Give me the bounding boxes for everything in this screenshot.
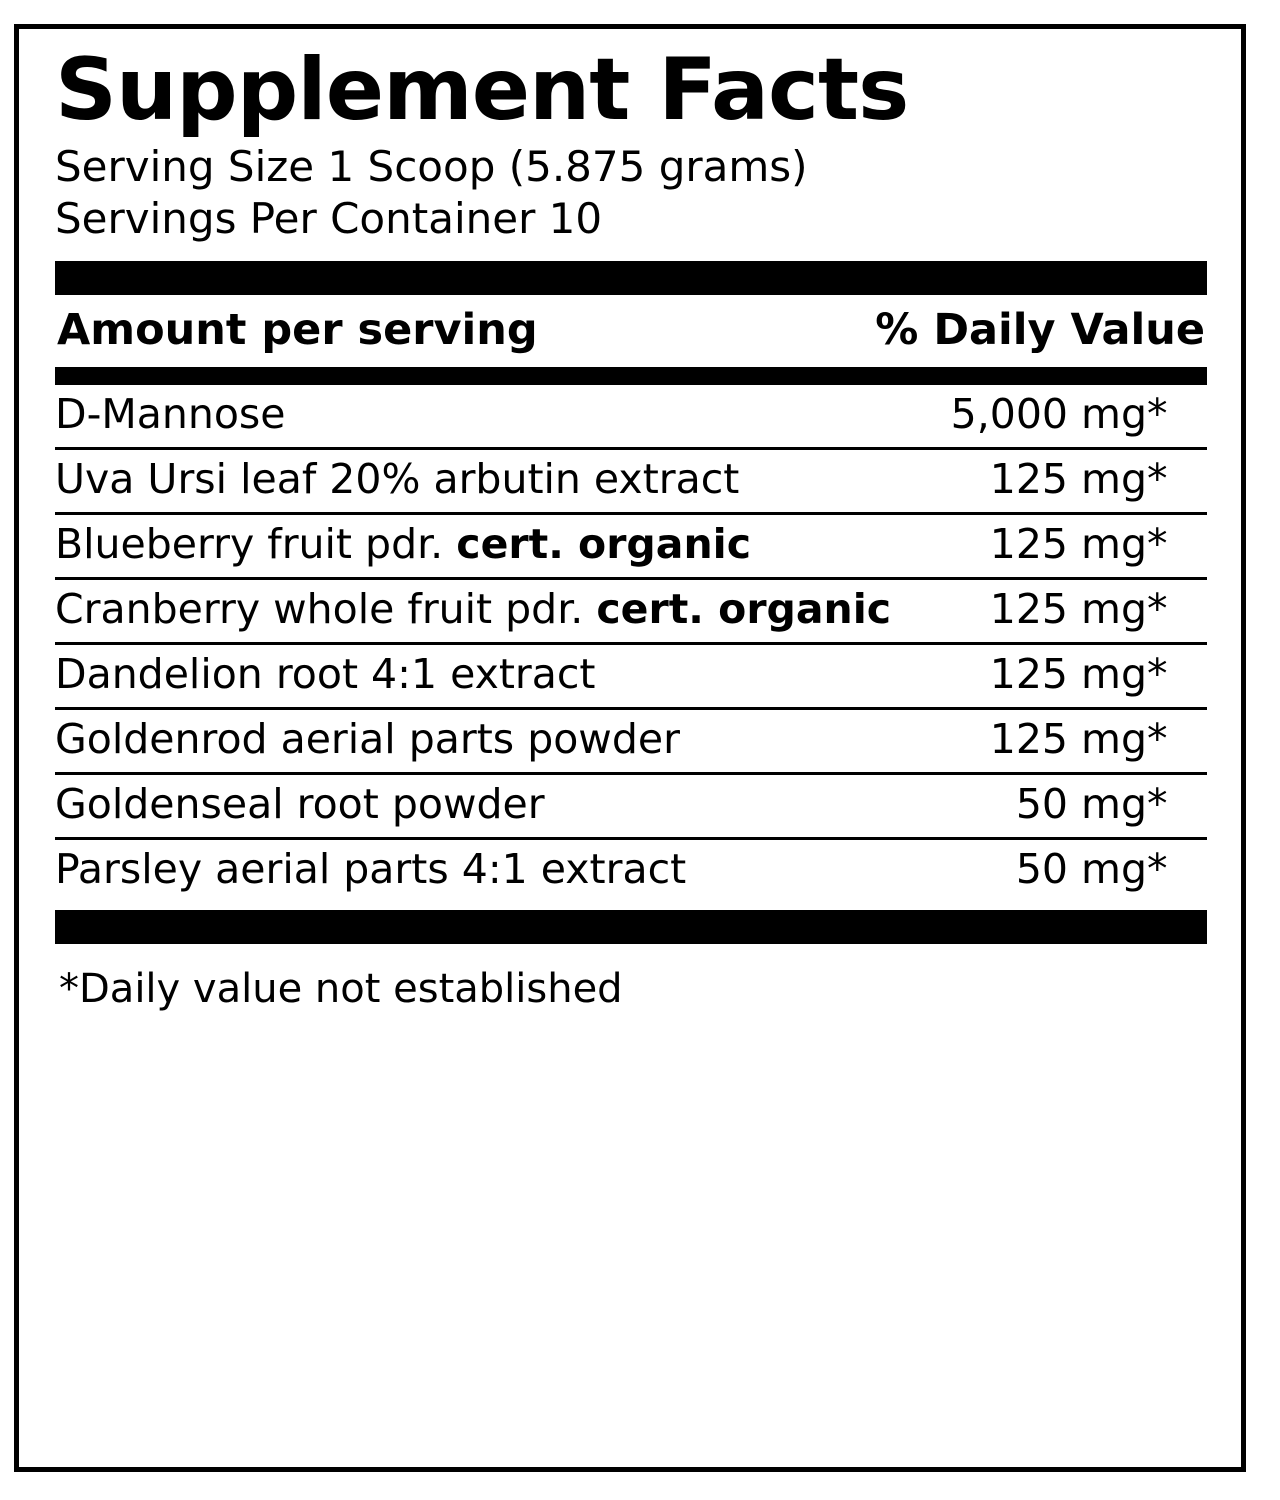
ingredient-daily-value: * — [1147, 844, 1168, 893]
ingredient-amount: 125 mg — [897, 449, 1147, 514]
supplement-facts-content — [55, 40, 1207, 1012]
divider-mid — [55, 367, 1207, 385]
ingredient-name: Cranberry whole fruit pdr. cert. organic — [55, 579, 897, 644]
divider-thick-top — [55, 261, 1207, 295]
ingredient-name: Goldenseal root powder — [55, 773, 897, 838]
ingredient-amount: 5,000 mg — [897, 385, 1147, 448]
ingredients-table-body — [55, 385, 1207, 901]
page-title: Supplement Facts — [55, 40, 909, 140]
table-row — [55, 644, 1207, 709]
table-row — [55, 579, 1207, 644]
table-row — [55, 449, 1207, 514]
ingredient-daily-value: * — [1147, 449, 1207, 514]
organic-tag: cert. organic — [456, 520, 751, 569]
table-row — [55, 773, 1207, 838]
organic-tag: cert. organic — [596, 585, 892, 634]
divider-thick-bottom — [55, 910, 1207, 944]
ingredient-amount: 125 mg — [897, 514, 1147, 579]
ingredient-amount: 125 mg — [897, 708, 1147, 773]
ingredient-name: Dandelion root 4:1 extract — [55, 644, 897, 709]
ingredient-amount: 50 mg — [1015, 844, 1147, 893]
table-header-row — [55, 295, 1207, 361]
ingredient-daily-value: * — [1147, 708, 1207, 773]
ingredient-name: Blueberry fruit pdr. cert. organic — [55, 514, 897, 579]
serving-size-text: Serving Size 1 Scoop (5.875 grams) — [55, 142, 808, 192]
ingredients-table — [55, 385, 1207, 901]
footnote-text: *Daily value not established — [59, 965, 623, 1012]
ingredient-amount: 125 mg — [897, 644, 1147, 709]
amount-per-serving-header: Amount per serving — [57, 305, 538, 356]
table-row — [55, 708, 1207, 773]
ingredient-amount: 50 mg — [897, 773, 1147, 838]
ingredient-daily-value: * — [1147, 385, 1207, 448]
ingredient-name: Uva Ursi leaf 20% arbutin extract — [55, 449, 897, 514]
daily-value-header: % Daily Value — [875, 305, 1205, 356]
ingredient-daily-value: * — [1147, 644, 1207, 709]
servings-per-container-text: Servings Per Container 10 — [55, 194, 603, 244]
ingredient-name: Goldenrod aerial parts powder — [55, 708, 897, 773]
ingredient-daily-value: * — [1147, 514, 1207, 579]
table-row — [55, 385, 1207, 448]
ingredient-daily-value: * — [1147, 579, 1207, 644]
ingredient-amount: 125 mg — [897, 579, 1147, 644]
table-row — [55, 838, 1207, 901]
ingredient-name: D-Mannose — [55, 385, 897, 448]
ingredient-name: Parsley aerial parts 4:1 extract — [55, 844, 687, 893]
ingredient-daily-value: * — [1147, 773, 1207, 838]
supplement-facts-panel — [14, 24, 1246, 1472]
table-row — [55, 514, 1207, 579]
